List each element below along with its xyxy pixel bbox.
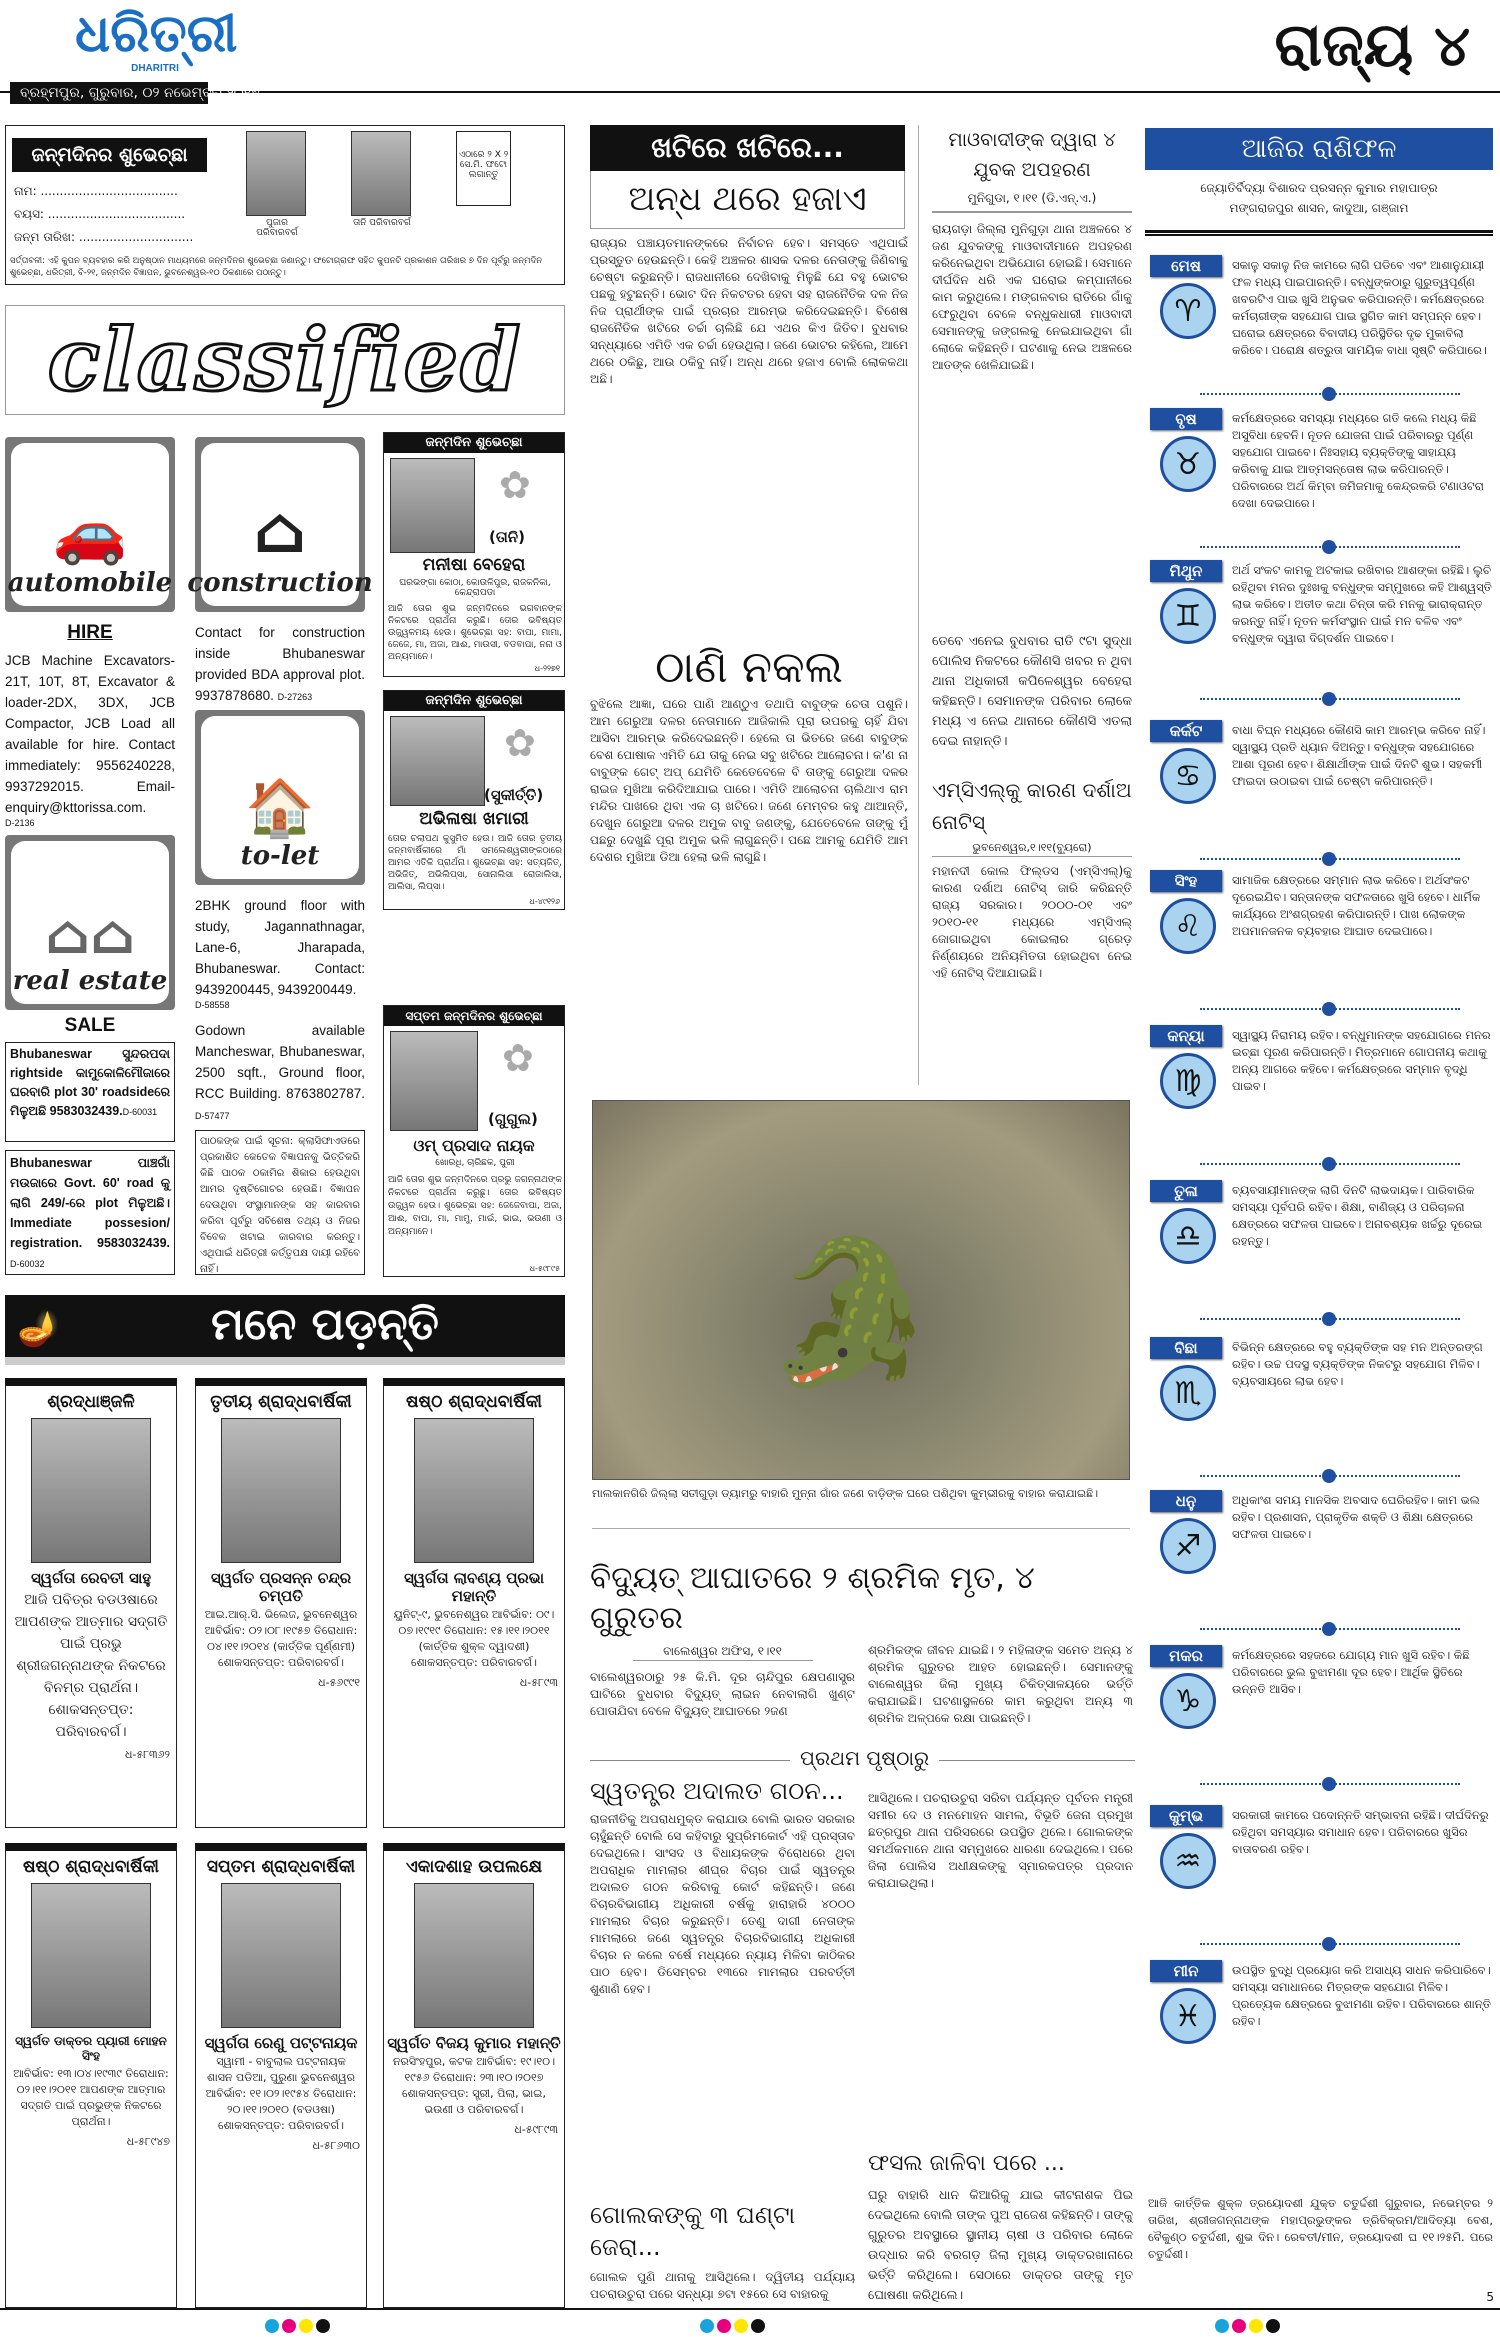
section-title [1275, 10, 1470, 80]
to-let-house-icon: 🏠 [245, 775, 315, 841]
deceased-photo [221, 1418, 341, 1563]
house-construction-icon: ⌂ [253, 493, 307, 568]
sign-separator [1200, 1475, 1460, 1477]
story-1-body: ରାଜ୍ୟର ପଞ୍ଚାୟତମାନଙ୍କରେ ନିର୍ବାଚନ ହେବ। ସମସ୍ତେ ଏଥିପାଇଁ ପ୍ରସ୍ତୁତ ହେଉଛନ୍ତି। କେହି ଅଞ୍ଚଳର ଶାସକ ଦଳର ନେତାଙ୍କୁ ଜିଣିବାକୁ ଚେଷ୍ଟା କରୁଛନ୍ତି। ରାଜଧାନୀରେ ଦେଖିବାକୁ ମିଳୁଛି ଯେ ବହୁ ଭୋଟର ପଛକୁ ହଟୁଛନ୍ତି। ଭୋଟ ଦିନ ନିକଟତର ହେବା ସହ ରାଜନୈତିକ ଦଳ ନିଜ ନିଜ ପ୍ରାର୍ଥୀଙ୍କ ପାଇଁ ପ୍ରଚାର ଆରମ୍ଭ କରିଦେଇଛନ୍ତି। ବିଶେଷ ରାଜନୈତିକ ଖଟିରେ ଚର୍ଚ୍ଚା ଚାଲିଛି ଯେ ଏଥର କିଏ ଜିତିବ। ବୁଧବାର ସନ୍ଧ୍ୟାରେ ଏମିତି ଏକ ଚର୍ଚ୍ଚା ହେଉଥିଲା। ଜଣେ ଭୋଟର କହିଲେ, ଆମେ ଥରେ ଠକିଛୁ, ଆଉ ଠକିବୁ ନାହିଁ। ଅନ୍ଧ ଥରେ ହଜାଏ ବୋଲି ଲୋକକଥା ଅଛି। [590, 236, 908, 386]
birthday-coupon [5, 125, 565, 285]
story-4-dateline: ଭୁବନେଶ୍ୱର,୧।୧୧(ବ୍ୟୁରୋ) [932, 840, 1132, 857]
deceased-name: ସ୍ୱର୍ଗତ ଡାକ୍ତର ପ୍ୟାରୀ ମୋହନ ସିଂହ [15, 2034, 167, 2063]
story-5-columns [590, 1642, 1135, 1740]
obituary-1 [5, 1378, 177, 1828]
sign-label: ସିଂହ [1150, 870, 1222, 892]
zodiac-7-icon: ♏ [1160, 1365, 1216, 1421]
real-estate-label: real estate [12, 966, 168, 996]
nickname: (ସୁକୀର୍ତ୍ତି) [484, 786, 544, 804]
story-3-dateline: ମୁନିଗୁଡା, ୧।୧୧ (ଡି.ଏନ୍.ଏ.) [932, 189, 1132, 213]
photo-placeholder-box: ଏଠାରେ ୨ X ୨ ସେ.ମି. ଫଟୋ ଲଗାନ୍ତୁ [456, 131, 511, 206]
child-name: ମନୀଷା ବେହେରା [422, 555, 526, 575]
birthday-ad-heading: ସପ୍ତମ ଜନ୍ମଦିନର ଶୁଭେଚ୍ଛା [384, 1006, 564, 1026]
sign-separator [1200, 1628, 1460, 1630]
wish-text: ତୋର ଚଲାପଥ କୁସୁମିତ ହେଉ। ଆଜି ତୋର ତୃତୀୟ ଜନ୍ମବାର୍ଷିକୀରେ ମାଁ ସମଲେଶ୍ୱରୀଙ୍କଠାରେ ଆମର ଏତିକି ପ୍ରାର୍ଥନା। ଶୁଭେଚ୍ଛା ସହ: ସତ୍ୟଜିତ୍, ଅଭିଜିତ୍, ଅଭିଲିପ୍ସା, ସୋନାଲିସା ରୋଜାଲିସା, ଆଲିସା, ଲିପ୍ସା। [388, 834, 562, 892]
coupon-age-field[interactable]: ବୟସ: .................................... [14, 207, 186, 221]
sale-ad-1-text: Bhubaneswar ସୁନ୍ଦରପଦା rightside କାମୁକୋଳିମୌଜାରେ ଘରବାରି plot 30' roadsideରେ ମିଳୁଅଛି 9583032439. [10, 1047, 170, 1118]
continuation-3-body: ଘରୁ ବାହାରି ଧାନ କିଆରିକୁ ଯାଇ କୀଟନାଶକ ପିଇ ଦେଇଥିଲେ ବୋଲି ତାଙ୍କ ପୁଅ ରାଜେଶ କହିଛନ୍ତି। ତାଙ୍କୁ ଗୁରୁତର ଅବସ୍ଥାରେ ସ୍ଥାନୀୟ ଚାଷୀ ଓ ପରିବାର ଲୋକେ ଉଦ୍ଧାର କରି ବରଗଡ଼ ଜିଲା ମୁଖ୍ୟ ଡାକ୍ତରଖାନାରେ ଭର୍ତ୍ତି କରିଥିଲେ। ସେଠାରେ ଡାକ୍ତର ତାଙ୍କୁ ମୃତ ଘୋଷଣା କରିଥିଲେ। [868, 2187, 1133, 2302]
sign-label: କର୍କଟ [1150, 720, 1222, 742]
deceased-photo [414, 1883, 534, 2028]
obituary-5 [195, 1843, 367, 2308]
ad-code: ଧ-୫୬୯୯୧ [318, 1676, 360, 1689]
sale-ad-1-code: D-60031 [122, 1107, 158, 1117]
astrologer-address: ମଙ୍ଗରାଜପୁର ଶାସନ, କାଦୁଆ, ଗଞ୍ଜାମ [1229, 201, 1409, 215]
sign-separator [1200, 1318, 1460, 1320]
real-estate-tile [5, 835, 175, 1010]
to-let-label: to-let [240, 841, 320, 871]
zodiac-4-icon: ♌ [1160, 898, 1216, 954]
story-3-headline: ମାଓବାଦୀଙ୍କ ଦ୍ୱାରା ୪ ଯୁବକ ଅପହରଣ [948, 129, 1116, 181]
obituary-text: ଆବିର୍ଭାବ: ୧୩।୦୪।୧୯୩୯ ତିରୋଧାନ: ୦୨।୧୧।୨୦୧୧ ଆପଣଙ୍କ ଆତ୍ମାର ସଦ୍‌ଗତି ପାଇଁ ପ୍ରଭୁଙ୍କ ନିକଟରେ ପ୍ରାର୍ଥନା। [13, 2067, 169, 2128]
divider [1145, 230, 1493, 236]
sign-separator [1200, 1008, 1460, 1010]
sign-forecast: ବ୍ୟବସାୟୀମାନଙ୍କ ଲାଗି ଦିନଟି ଲାଭଦାୟକ। ପାରିବାରିକ ସମସ୍ୟା ପୂର୍ବପରି ରହିବ। ଶିକ୍ଷା, ବାଣିଜ୍ୟ ଓ ପରିଚାଳନା କ୍ଷେତ୍ରରେ ସଫଳତା ପାଇବେ। ଅନାବଶ୍ୟକ ଖର୍ଚ୍ଚରୁ ଦୂରେଇ ରହନ୍ତୁ। [1232, 1183, 1483, 1248]
sign-separator [1200, 393, 1460, 395]
obituary-text: ନରସିଂହପୁର, କଟକ ଆବିର୍ଭାବ: ୧୯।୧୦।୧୯୫୬ ତିରୋଧାନ: ୨୩।୧୦।୨୦୧୭ ଶୋକସନ୍ତପ୍ତ: ସ୍ତ୍ରୀ, ପିଲା, ଭାଇ, ଭଉଣୀ ଓ ପରିବାରବର୍ଗ। [392, 2055, 556, 2116]
zodiac-3-icon: ♋ [1160, 748, 1216, 804]
address: ଖୋରଧି, ଚାରିଛକ, ପୁରୀ [435, 1158, 515, 1168]
child-name: ଅଭିଳାଷା ଖମାରୀ [419, 809, 529, 829]
sign-forecast: ଅଧିକାଂଶ ସମୟ ମାନସିକ ଅବସାଦ ଘେରିରହିବ। କାମ ଭଲ ରହିବ। ପ୍ରଶାସନ, ପ୍ରାକୃତିକ ଶକ୍ତି ଓ ଶିକ୍ଷା କ୍ଷେତ୍ରରେ ସଫଳତା ପାଇବେ। [1232, 1493, 1480, 1541]
coupon-fields [14, 180, 193, 249]
story-4-body: ମହାନଦୀ କୋଲ ଫିଲ୍ଡସ (ଏମ୍‌ସିଏଲ୍)କୁ କାରଣ ଦର୍ଶାଅ ନୋଟିସ୍ ଜାରି କରିଛନ୍ତି ରାଜ୍ୟ ସରକାର। ୨୦୦୦-୦୧ ଏବଂ ୨୦୧୦-୧୧ ମଧ୍ୟରେ ଏମ୍‌ସିଏଲ୍ ଜୋଗାଇଥିବା କୋଇଲାର ଗ୍ରେଡ଼ ନିର୍ଣ୍ଣୟରେ ଅନିୟମିତତା ହୋଇଥିବା ନେଇ ଏହି ନୋଟିସ୍ ଦିଆଯାଇଛି। [932, 864, 1132, 980]
obituary-text: ଆଇ.ଆର୍.ସି. ଭିଲେଜ, ଭୁବନେଶ୍ୱର ଆବିର୍ଭାବ: ୦୨।୦୮।୧୯୫୭ ତିରୋଧାନ: ୦୪।୧୧।୨୦୧୪ (କାର୍ତ୍ତିକ ପୂର୍ଣ୍ଣମୀ) ଶୋକସନ୍ତପ୍ତ: ପରିବାରବର୍ଗ। [204, 1608, 358, 1669]
sample-photo-1 [246, 131, 306, 216]
classified-banner: classified [5, 305, 565, 415]
sign-label: ତୁଳା [1150, 1180, 1222, 1202]
obituary-text: ସ୍ୱାମୀ - ବାବୁଲାଲ ପଟ୍ଟନାୟକ ଶାସନ ପଡିଆ, ପୁରୁଣା ଭୁବନେଶ୍ୱର ଆବିର୍ଭାବ: ୧୧।୦୨।୧୯୫୪ ତିରୋଧାନ: ୨୦।୧୧।୨୦୧୦ (ବଡଓଷା) ଶୋକସନ୍ତପ୍ତ: ପରିବାରବର୍ଗ। [205, 2055, 357, 2132]
child-photo [390, 1031, 478, 1131]
story-1-headline: ଅନ୍ଧ ଥରେ ହଜାଏ [590, 171, 905, 229]
to-let-ad-1-text: 2BHK ground floor with study, Jagannathnagar, Lane-6, Jharapada, Bhubaneswar. Contact: 9439200445, 9439200449. [195, 898, 365, 997]
construction-ad-code: D-27263 [277, 692, 313, 702]
sign-forecast: ସାମାଜିକ କ୍ଷେତ୍ରରେ ସମ୍ମାନ ଲାଭ କରିବେ। ଅର୍ଥସଂକଟ ଦୂରେଇଯିବ। ସନ୍ତାନଙ୍କ ସଫଳତାରେ ଖୁସି ହେବେ। ଧାର୍ମିକ କାର୍ଯ୍ୟରେ ଅଂଶଗ୍ରହଣ କରିପାରନ୍ତି। ପାଖ ଲୋକଙ୍କ ଅପମାନଜନକ ବ୍ୟବହାର ଆଘାତ ଦେଇପାରେ। [1232, 873, 1481, 938]
continuation-left [590, 1775, 855, 2305]
hire-ad-code: D-2136 [5, 818, 35, 828]
to-let-ad-2 [195, 1020, 365, 1127]
sign-separator [1200, 698, 1460, 700]
ad-code: ଧ-୫୮୬୩୦ [312, 2139, 360, 2152]
zodiac-11-icon: ♓ [1160, 1988, 1216, 2044]
horoscope-title: ଆଜିର ରାଶିଫଳ [1145, 128, 1493, 170]
continuation-1b-body: ଆସିଥିଲେ। ପଚରାଉଚୁରା ସରିବା ପର୍ଯ୍ୟନ୍ତ ପୂର୍ବତନ ମନ୍ତ୍ରୀ ସମୀର ଦେ ଓ ମନମୋହନ ସାମଲ, ବିଭୂତି ଜେନା ପ୍ରମୁଖ ଛତ୍ରପୁର ଥାନା ପରିସରରେ ଉପସ୍ଥିତ ଥିଲେ। ଗୋଲକଙ୍କ ସମର୍ଥକମାନେ ଥାନା ସମ୍ମୁଖରେ ଧାରଣା ଦେଇଥିଲେ। ପରେ ଜିଲା ପୋଲିସ ଅଧୀକ୍ଷକଙ୍କୁ ସ୍ମାରକପତ୍ର ପ୍ରଦାନ କରାଯାଇଥିଲା। [868, 1791, 1133, 1890]
zodiac-2-icon: ♊ [1160, 588, 1216, 644]
astrologer-name: ଜ୍ୟୋତିର୍ବିଦ୍ୟା ବିଶାରଦ ପ୍ରସନ୍ନ କୁମାର ମହାପାତ୍ର [1200, 181, 1438, 195]
obituary-text: ୟୁନିଟ୍-୯, ଭୁବନେଶ୍ୱର ଆବିର୍ଭାବ: ୦୯।୦୭।୧୯୧୯ ତିରୋଧାନ: ୧୫।୧୧।୨୦୧୧ (କାର୍ତ୍ତିକ ଶୁକ୍ଳ ଦ୍ୱାଦଶୀ) ଶୋକସନ୍ତପ୍ତ: ପରିବାରବର୍ଗ। [393, 1608, 555, 1669]
continuation-2-body: ଗୋଲକ ପୁଣି ଥାନାକୁ ଆସିଥିଲେ। ଦ୍ୱିତୀୟ ପର୍ଯ୍ୟାୟ ପଚରାଉଚୁରା ପରେ ସନ୍ଧ୍ୟା ୭ଟା ୧୫ରେ ସେ ବାହାରକୁ [590, 2270, 855, 2301]
flower-icon: ✿ [504, 721, 536, 765]
flower-icon: ✿ [502, 1036, 534, 1080]
reader-notice: ପାଠକଙ୍କ ପାଇଁ ସୂଚନା: କ୍ଲାସିଫାଏଡରେ ପ୍ରକାଶିତ କେତେକ ବିଜ୍ଞାପନକୁ ଭିତ୍ତିକରି କିଛି ପାଠକ ଠକାମିର ଶିକାର ହେଉଥିବା ଆମର ଦୃଷ୍ଟିଗୋଚର ହେଉଛି। ବିଜ୍ଞାପନ ଦେଉଥିବା ସଂସ୍ଥାମାନଙ୍କ ସହ କାରବାର କରିବା ପୂର୍ବରୁ ସବିଶେଷ ତଥ୍ୟ ଓ ନିଜର ବିବେକ ଖଟାଇ କାରବାର କରନ୍ତୁ। ଏଥିପାଇଁ ଧରିତ୍ରୀ କର୍ତ୍ତୃପକ୍ଷ ଦାୟୀ ରହିବେ ନାହିଁ। [195, 1130, 365, 1275]
ad-code: ଧ-୫୮୯୪୭ [126, 2135, 170, 2148]
obituary-4 [5, 1843, 177, 2308]
zodiac-9-icon: ♑ [1160, 1673, 1216, 1729]
child-name: ଓମ୍ ପ୍ରସାଦ ନାୟକ [413, 1136, 535, 1155]
birthday-ad-3 [383, 1005, 565, 1277]
sign-separator [1200, 1163, 1460, 1165]
nickname: (ତାନି) [489, 528, 525, 546]
sign-label: ବିଛା [1150, 1337, 1222, 1359]
obituary-3 [383, 1378, 565, 1828]
obituary-2 [195, 1378, 367, 1828]
sale-ad-2-code: D-60032 [10, 1259, 45, 1269]
to-let-tile [195, 710, 365, 885]
divider [592, 1528, 1130, 1529]
story-2-headline: ଠାଣି ନକଲ [655, 642, 843, 693]
continuation-3-headline: ଫସଲ ଜାଳିବା ପରେ ... [868, 2151, 1065, 2176]
crocodile-icon: 🐊 [763, 1231, 938, 1394]
deceased-name: ସ୍ୱର୍ଗତ ପ୍ରସନ୍ନ ଚନ୍ଦ୍ର ଚମ୍ପତି [210, 1569, 352, 1605]
deceased-photo [414, 1418, 534, 1563]
sign-forecast: ସକାଳୁ ସକାଳୁ ନିଜ କାମରେ ଲାଗି ପଡିବେ ଏବଂ ଆଶାନୁଯାୟୀ ଫଳ ମଧ୍ୟ ପାଇପାରନ୍ତି। ବନ୍ଧୁଙ୍କଠାରୁ ଗୁରୁତ୍ୱପୂର୍ଣ୍ଣ ଖବରଟିଏ ପାଇ ଖୁସି ଅନୁଭବ କରିପାରନ୍ତି। କର୍ମକ୍ଷେତ୍ରରେ କର୍ମଚାରୀଙ୍କ ସହଯୋଗ ପାଇ ସ୍ଥଗିତ କାମ ସମ୍ପନ୍ନ ହେବ। ଘରୋଇ କ୍ଷେତ୍ରରେ ବିବାଦୀୟ ପରିସ୍ଥିତିର ଦୃଢ ମୁକାବିଲା କରିବେ। ପରୋକ୍ଷ ଶତ୍ରୁତା ସାମୟିକ ବାଧା ସୃଷ୍ଟି କରିପାରେ। [1232, 258, 1487, 357]
sale-ad-2 [5, 1150, 175, 1275]
story-5-body: ବାଲେଶ୍ୱରଠାରୁ ୨୫ କି.ମି. ଦୂର ଚାନ୍ଦିପୁର କ୍ଷେପଣାସ୍ତ୍ର ଘାଟିରେ ବୁଧବାର ବିଦ୍ୟୁତ୍ ଲାଇନ ନେବାଲାଗି ଖୁଣ୍ଟ ପୋତାଯିବା ବେଳେ ବିଦ୍ୟୁତ୍ ଆଘାତରେ ୨ଜଣ [590, 1670, 855, 1718]
obituary-heading: ଶ୍ରଦ୍ଧାଞ୍ଜଳି [47, 1392, 135, 1412]
story-2-body: ବୁଝିଲେ ଆଜ୍ଞା, ଘରେ ପାଣି ଆଣ୍ଠୁଏ ତଥାପି ବାବୁଙ୍କ ଚେତା ପଶୁନି। ଆମ ଗେରୁଆ ଦଳର ନେତାମାନେ ଆଜିକାଲି ପୂରା ଉପରକୁ ଚାହିଁ ଯିବା ଆସିବା ଆରମ୍ଭ କରିଦେଇଛନ୍ତି। ହେଲେ ତା ଭିତରେ ଜଣେ ବାବୁଙ୍କ ବେଶ ପୋଷାକ ଏମିତି ଯେ ତାକୁ ନେଇ ସବୁ ଖଟିରେ ଆଲୋଚନା। କ'ଣ ନା ବାବୁଙ୍କ ଗେଟ୍ ଅପ୍ ଯେମିତି କେତେବେଳେ ବି ତାଙ୍କୁ ଗେରୁଆ ଦଳର ରାଇଜ ମୁଖିଆ କରିଦିଆଯାଇ ପାରେ। ଏମିତି ଆଲୋଚନା ଚାଲିଥାଏ ରାମ ମନ୍ଦିର ପାଖରେ ଥିବା ଏକ ଚା ଖଟିରେ। ଜଣେ ମେମ୍ବର କହୁ ଥାଆନ୍ତି, ଦେଖୁନ ଗେରୁଆ ଦଳର ଅମୁକ ବାବୁ ଜଣଙ୍କୁ, ଯେତେବେଳେ ତାଙ୍କୁ ମୁଁ ପଛରୁ ଦେଖୁଛି ପୂରା ଅମୁକ ଭଳି ଲାଗୁଛନ୍ତି। ପଛେ ଆମକୁ ଯେମିତି ଆମ ଦେଶର ମୁଖିଆ ଡିଆ ହେଲା ଭଳି ଲାଗୁଛି। [590, 697, 908, 864]
address: ଘରଭଙ୍ଗା କୋଠା, କୋଉଳିପୁର, ରାଜକନିକା, କେନ୍ଦ୍ରାପଡା [399, 578, 551, 598]
deceased-name: ସ୍ୱର୍ଗତା ଲାବଣ୍ୟ ପ୍ରଭା ମହାନ୍ତି [403, 1569, 545, 1605]
obituary-text: ଆଜି ପବିତ୍ର ବଡଓଷାରେ ଆପଣଙ୍କ ଆତ୍ମାର ସଦ୍‌ଗତି ପାଇଁ ପ୍ରଭୁ ଶ୍ରୀଜଗନ୍ନାଥଙ୍କ ନିକଟରେ ବିନମ୍ର ପ୍ରାର୍ଥନା। ଶୋକସନ୍ତପ୍ତ: ପରିବାରବର୍ଗ। [14, 1592, 168, 1740]
sign-forecast: କର୍ମକ୍ଷେତ୍ରରେ ସହଜରେ ଯୋଗ୍ୟ ମାନ ଖୁସି ରହିବ। କିଛି ପରିବାରରେ ଭୁଲ ବୁଝାମଣା ଦୂର ହେବ। ଆର୍ଥିକ ସ୍ଥିତିରେ ଉନ୍ନତି ଆସିବ। [1232, 1648, 1470, 1696]
sample-photo-2 [351, 131, 411, 216]
sign-separator [1200, 546, 1460, 548]
story-5-col-1 [590, 1642, 855, 1740]
coupon-dob-field[interactable]: ଜନ୍ମ ତାରିଖ: .............................. [14, 230, 194, 244]
sign-label: ବୃଷ [1150, 408, 1222, 430]
sign-separator [1200, 1783, 1460, 1785]
construction-tile [187, 437, 373, 612]
newspaper-logo [75, 3, 238, 78]
story-3-body: ରାୟଗଡ଼ା ଜିଲ୍ଲା ମୁନିଗୁଡ଼ା ଥାନା ଅଞ୍ଚଳରେ ୪ ଜଣ ଯୁବକଙ୍କୁ ମାଓବାଦୀମାନେ ଅପହରଣ କରିନେଇଥିବା ଅଭିଯୋଗ ହୋଇଛି। ସେମାନେ ଦୀର୍ଘଦିନ ଧରି ଏକ ଘରୋଇ କମ୍ପାନୀରେ କାମ କରୁଥିଲେ। ମଙ୍ଗଳବାର ରାତିରେ ଗାଁକୁ ଫେରୁଥିବା ବେଳେ ବନ୍ଧୁକଧାରୀ ମାଓବାଦୀ ସେମାନଙ୍କୁ ଜଙ୍ଗଲକୁ ନେଇଯାଇଥିବା ଗାଁ ଲୋକେ କହିଛନ୍ତି। ଘଟଣାକୁ ନେଇ ଅଞ୍ଚଳରେ ଆତଙ୍କ ଖେଳିଯାଇଛି। [932, 222, 1132, 372]
construction-ad [195, 622, 365, 708]
zodiac-1-icon: ♉ [1160, 436, 1216, 492]
story-5-body-continued: ଶ୍ରମିକଙ୍କ ଜୀବନ ଯାଇଛି। ୨ ମହିଳାଙ୍କ ସମେତ ଅନ୍ୟ ୪ ଶ୍ରମିକ ଗୁରୁତର ଆହତ ହୋଇଛନ୍ତି। ସେମାନଙ୍କୁ ବାଲେଶ୍ୱର ଜିଲା ମୁଖ୍ୟ ଚିକିତ୍ସାଳୟରେ ଭର୍ତ୍ତି କରାଯାଇଛି। ଘଟଣାସ୍ଥଳରେ କାମ କରୁଥିବା ଅନ୍ୟ ୩ ଶ୍ରମିକ ଅଳ୍ପକେ ରକ୍ଷା ପାଇଛନ୍ତି। [868, 1643, 1133, 1725]
sign-label: ମୀନ [1150, 1960, 1222, 1982]
to-let-ad-2-code: D-57477 [195, 1111, 230, 1121]
story-5-headline: ବିଦ୍ୟୁତ୍ ଆଘାତରେ ୨ ଶ୍ରମିକ ମୃତ, ୪ ଗୁରୁତର [590, 1560, 1035, 1636]
flower-icon: ✿ [499, 463, 531, 507]
sign-label: ମକର [1150, 1645, 1222, 1667]
to-let-ad-1 [195, 895, 365, 1010]
birthday-ad-2 [383, 690, 565, 910]
car-icon: 🚗 [52, 498, 128, 568]
ad-code: ଧ-୪୯୧୨୬ [529, 897, 560, 906]
child-photo [390, 716, 485, 806]
obituary-heading: ଏକାଦଶାହ ଉପଲକ୍ଷେ [405, 1857, 543, 1877]
deceased-photo [221, 1883, 341, 2028]
almanac-text: ଆଜି କାର୍ତ୍ତିକ ଶୁକ୍ଳ ତ୍ରୟୋଦଶୀ ଯୁକ୍ତ ଚତୁର୍ଦ୍ଦଶୀ ଗୁରୁବାର, ନଭେମ୍ବର ୨ ତାରିଖ, ଶ୍ରୀଜଗନ୍ନାଥଙ୍କ ମହାପ୍ରଭୁଙ୍କର ତ୍ରିବିକ୍ରମ/ଆଦିତ୍ୟା ବେଶ, ବୈକୁଣ୍ଠ ଚତୁର୍ଦ୍ଦଶୀ, ଶୁଭ ଦିନ। ରେବତୀ/ମୀନ, ତ୍ରୟୋଦଶୀ ଘ ୧୧।୨୫ମି. ପରେ ଚତୁର୍ଦ୍ଦଶୀ। [1148, 2196, 1493, 2261]
coupon-title: ଜନ୍ମଦିନର ଶୁଭେଚ୍ଛା [12, 138, 207, 172]
coupon-name-field[interactable]: ନାମ: .................................... [14, 184, 178, 198]
continuation-1-headline: ସ୍ୱତନ୍ତ୍ର ଅଦାଲତ ଗଠନ... [590, 1777, 844, 1805]
column-divider [918, 125, 919, 1085]
obituary-heading: ଷଷ୍ଠ ଶ୍ରାଦ୍ଧବାର୍ଷିକୀ [405, 1392, 542, 1412]
deceased-name: ସ୍ୱର୍ଗତ ବିଜୟ କୁମାର ମହାନ୍ତି [387, 2034, 561, 2052]
logo-text: ଧରିତ୍ରୀ [75, 3, 238, 64]
hire-heading: HIRE [67, 622, 113, 643]
continuation-1-body: ରାଜନୀତିକୁ ଅପରାଧମୁକ୍ତ କରାଯାଉ ବୋଲି ଭାରତ ସରକାର ଚାହୁଁଛନ୍ତି ବୋଲି ସେ କହିବାରୁ ସୁପ୍ରିମକୋର୍ଟ ଏହି ପ୍ରସ୍ତାବ ଦେଇଥିଲେ। ସାଂସଦ ଓ ବିଧାୟକଙ୍କ ବିରୋଧରେ ଥିବା ଅପରାଧିକ ମାମଲାର ଶୀଘ୍ର ବିଚାର ପାଇଁ ସ୍ୱତନ୍ତ୍ର ଅଦାଲତ ଗଠନ କରିବାକୁ କୋର୍ଟ କହିଛନ୍ତି। ଜଣେ ବିଚାରବିଭାଗୀୟ ଅଧିକାରୀ ବର୍ଷକୁ ହାରାହାରି ୪୦୦୦ ମାମଲାର ବିଚାର କରୁଛନ୍ତି। ତେଣୁ ଦାଗୀ ନେତାଙ୍କ ମାମଲାରେ ଜଣେ ସ୍ୱତନ୍ତ୍ର ବିଚାରବିଭାଗୀୟ ଅଧିକାରୀ ବିଚାର ନ କଲେ ବର୍ଷେ ମଧ୍ୟରେ ନ୍ୟାୟ ମିଳିବା କାଠିକର ପାଠ ହେବ। ଡିସେମ୍ବର ୧୩ରେ ମାମଲାର ପରବର୍ତ୍ତୀ ଶୁଣାଣି ହେବ। [590, 1812, 855, 1996]
page-number: ୪ [1434, 14, 1470, 79]
zodiac-5-icon: ♍ [1160, 1053, 1216, 1109]
sign-forecast: ଉପସ୍ଥିତ ବୁଦ୍ଧି ପ୍ରୟୋଗ କରି ଅସାଧ୍ୟ ସାଧନ କରିପାରିବେ। ସମସ୍ୟା ସମାଧାନରେ ମିତ୍ରଙ୍କ ସହଯୋଗ ମିଳିବ। ପ୍ରତ୍ୟେକ କ୍ଷେତ୍ରରେ ବୁଝାମଣା ରହିବ। ପରିବାରରେ ଶାନ୍ତି ରହିବ। [1232, 1963, 1491, 2028]
houses-icon: ⌂⌂ [44, 902, 136, 966]
sign-label: ଧନୁ [1150, 1490, 1222, 1512]
registration-marks [265, 2318, 333, 2337]
continuation-right [868, 1790, 1133, 2305]
registration-marks [700, 2318, 768, 2337]
hire-ad-text: JCB Machine Excavators-21T, 10T, 8T, Excavator & loader-2DX, 3DX, JCB Compactor, JCB Load all available for hire. Contact immediately: 9556240228, 9937292015. Email-enquiry@kttorissa.com. [5, 653, 175, 815]
ad-code: ଧ-୫୮୯୩ [519, 1676, 558, 1689]
sign-label: କୁମ୍ଭ [1150, 1805, 1222, 1827]
obituary-heading: ତୃତୀୟ ଶ୍ରାଦ୍ଧବାର୍ଷିକୀ [210, 1392, 352, 1412]
footer-page-number: 5 [1486, 2290, 1494, 2304]
obituary-banner-title: ମନେ ପଡ଼ନ୍ତି [211, 1299, 439, 1350]
footer-rule [0, 2308, 1500, 2310]
crocodile-photo [592, 1100, 1130, 1480]
story-5 [590, 1558, 1135, 1740]
birthday-ad-heading: ଜନ୍ମଦିନ ଶୁଭେଚ୍ଛା [384, 433, 564, 453]
zodiac-10-icon: ♒ [1160, 1833, 1216, 1889]
hire-ad [5, 650, 175, 828]
birthday-ad-heading: ଜନ୍ମଦିନ ଶୁଭେଚ୍ଛା [384, 691, 564, 711]
birthday-ad-1 [383, 432, 565, 677]
story-3-and-4 [932, 125, 1132, 1087]
zodiac-6-icon: ♎ [1160, 1208, 1216, 1264]
obituary-6 [383, 1843, 565, 2308]
obituary-heading: ସପ୍ତମ ଶ୍ରାଦ୍ଧବାର୍ଷିକୀ [206, 1857, 356, 1877]
sign-forecast: ବିଭିନ୍ନ କ୍ଷେତ୍ରରେ ବହୁ ବ୍ୟକ୍ତିଙ୍କ ସହ ମନ ଅନ୍ତରଙ୍ଗ ରହିବ। ଉଚ୍ଚ ପଦସ୍ଥ ବ୍ୟକ୍ତିଙ୍କ ନିକଟରୁ ସହଯୋଗ ମିଳିବ। ବ୍ୟବସାୟରେ ଲାଭ ହେବ। [1232, 1340, 1483, 1388]
photo2-caption: ତାନି ପରିବାରବର୍ଗ [353, 218, 411, 228]
sale-ad-2-text: Bhubaneswar ପାଞ୍ଚଗାଁ ମଉଜାରେ Govt. 60' road କୁ ଲାଗି 249/-ରେ plot ମିଳୁଅଛି। Immediate possesion/ registration. 9583032439. [10, 1156, 170, 1250]
sign-forecast: ସ୍ୱାସ୍ଥ୍ୟ ନିରାମୟ ରହିବ। ବନ୍ଧୁମାନଙ୍କ ସହଯୋଗରେ ମନର ଇଚ୍ଛା ପୂରଣ କରିପାରନ୍ତି। ମିତ୍ରମାନେ ଗୋପନୀୟ କଥାକୁ ଅନ୍ୟ ଆଗରେ କହିବେ। କର୍ମକ୍ଷେତ୍ରରେ ସମ୍ମାନ ବୃଦ୍ଧି ପାଇବ। [1232, 1028, 1491, 1093]
logo-english: DHARITRI [131, 63, 179, 74]
deceased-name: ସ୍ୱର୍ଗତା ରେଣୁ ପଟ୍ଟନାୟକ [204, 2034, 358, 2052]
section-name: ରାଜ୍ୟ [1274, 10, 1414, 80]
sign-separator [1200, 1943, 1460, 1945]
to-let-ad-1-code: D-58558 [195, 1000, 230, 1010]
sign-forecast: ବାଧା ବିଘ୍ନ ମଧ୍ୟରେ କୌଣସି କାମ ଆରମ୍ଭ କରିବେ ନାହିଁ। ସ୍ୱାସ୍ଥ୍ୟ ପ୍ରତି ଧ୍ୟାନ ଦିଅନ୍ତୁ। ବନ୍ଧୁଙ୍କ ସହଯୋଗରେ ଆଶା ପୂରଣ ହେବ। ଶିକ୍ଷାର୍ଥୀଙ୍କ ପାଇଁ ଦିନଟି ଶୁଭ। ସହକର୍ମୀ ଫାଇଦା ଉଠାଇବା ପାଇଁ ଚେଷ୍ଟା କରିପାରନ୍ତି। [1232, 723, 1486, 788]
ad-code: ଧ-୫୯୮୯୩ [514, 2123, 558, 2136]
automobile-label: automobile [7, 568, 173, 598]
story-2 [590, 640, 908, 1090]
sign-forecast: ସରକାରୀ କାମରେ ପଦୋନ୍ନତି ସମ୍ଭାବନା ରହିଛି। ଦୀର୍ଘଦିନରୁ ରହିଥିବା ସମସ୍ୟାର ସମାଧାନ ହେବ। ପରିବାରରେ ଖୁସିର ବାତାବରଣ ରହିବ। [1232, 1808, 1489, 1856]
sign-forecast: କର୍ମକ୍ଷେତ୍ରରେ ସମସ୍ୟା ମଧ୍ୟରେ ଗତି କଲେ ମଧ୍ୟ କିଛି ଅସୁବିଧା ହେବନି। ନୂତନ ଯୋଜନା ପାଇଁ ପରିବାରରୁ ପୂର୍ଣ୍ଣ ସହଯୋଗ ପାଇବେ। ନିଃସହାୟ ବ୍ୟକ୍ତିଙ୍କୁ ସାହାଯ୍ୟ କରିବାକୁ ଯାଇ ଆତ୍ମସନ୍ତୋଷ ଲାଭ କରିପାରନ୍ତି। ପରିବାରରେ ଅର୍ଥ କିମ୍ବା ଜମିଜମାକୁ କେନ୍ଦ୍ରକରି ଟଣାଓଟରା ଦେଖା ଦେଇପାରେ। [1232, 411, 1484, 510]
dateline: ବ୍ରହ୍ମପୁର, ଗୁରୁବାର, ୦୨ ନଭେମ୍ବର,୨୦୧୭ [10, 82, 208, 104]
deceased-photo [31, 1883, 151, 2028]
obituary-heading: ଷଷ୍ଠ ଶ୍ରାଦ୍ଧବାର୍ଷିକୀ [22, 1857, 159, 1877]
zodiac-8-icon: ♐ [1160, 1518, 1216, 1574]
sign-label: ମିଥୁନ [1150, 560, 1222, 582]
sign-forecast: ଅର୍ଥ ସଂକଟ କାମକୁ ଅଟକାଇ ରଖିବାର ଆଶଙ୍କା ରହିଛି। ଲୁଚି ରହିଥିବା ମନର ଦୁଃଖକୁ ବନ୍ଧୁଙ୍କ ସମ୍ମୁଖରେ କହି ଆଶ୍ୱସ୍ତି ଲାଭ କରିବେ। ଅତୀତ କଥା ଚିନ୍ତା କରି ମନକୁ ଭାରାକ୍ରାନ୍ତ କରନ୍ତୁ ନାହିଁ। ନୂତନ କର୍ମସଂସ୍ଥାନ ପାଇଁ ମନ ବଳିବ ଏବଂ ବନ୍ଧୁଙ୍କ ଦ୍ୱାରା ଦିଗ୍‌ଦର୍ଶନ ପାଇବେ। [1232, 563, 1492, 645]
sign-label: ମେଷ [1150, 255, 1222, 277]
sign-label: କନ୍ୟା [1150, 1025, 1222, 1047]
sale-ad-1 [5, 1042, 175, 1142]
construction-ad-text: Contact for construction inside Bhubaneswar provided BDA approval plot. 9937878680. [195, 625, 365, 703]
story-4-headline: ଏମ୍‌ସିଏଲ୍‌କୁ କାରଣ ଦର୍ଶାଅ ନୋଟିସ୍ [932, 778, 1132, 834]
registration-marks [1215, 2318, 1283, 2337]
construction-label: construction [187, 568, 373, 598]
deceased-photo [31, 1418, 151, 1563]
ad-code: ଧ-୨୨୭୧ [534, 664, 560, 673]
nickname: (ଗୁଗୁଲ) [488, 1110, 538, 1128]
wish-text: ଆଜି ତୋର ଶୁଭ ଜନ୍ମଦିନରେ ପ୍ରଭୁ ଜଗନ୍ନାଥଙ୍କ ନିକଟରେ ପ୍ରାର୍ଥନା କରୁଛୁ। ତୋର ଭବିଷ୍ୟତ ଉଜ୍ଜ୍ୱଳ ହେଉ। ଶୁଭେଚ୍ଛା ସହ: ଜେଜେବାପା, ଅଜା, ଆଈ, ବାପା, ମା, ମାମୁ, ମାଇଁ, ଭାଇ, ଭଉଣୀ ଓ ଅନ୍ୟମାନେ। [388, 1175, 562, 1237]
horoscope-byline [1145, 178, 1493, 218]
coupon-terms: ସର୍ତ୍ତାବଳୀ: ଏହି କୁପନ ବ୍ୟବହାର କରି ଅନୁଷ୍ଠାନ ମାଧ୍ୟମରେ ଜନ୍ମଦିନର ଶୁଭେଚ୍ଛା ଜଣାନ୍ତୁ। ଫଟୋଗ୍ରାଫ ସହିତ କୁପନଟି ପ୍ରକାଶନ ତାରିଖର ୭ ଦିନ ପୂର୍ବରୁ ଜନ୍ମଦିନ ଶୁଭେଚ୍ଛା, ଧରିତ୍ରୀ, ବି-୨୧, ଜନ୍ମଦିନ ବିଜ୍ଞାପନ, ଭୁବନେଶ୍ୱର-୧୦ ଠିକଣାରେ ପଠାନ୍ତୁ। [10, 256, 543, 278]
oil-lamp-icon: 🪔 [17, 1309, 60, 1349]
child-photo [390, 458, 475, 553]
column-label: ଖଟିରେ ଖଟିରେ... [590, 125, 905, 171]
deceased-name: ସ୍ୱର୍ଗତା ରେବତୀ ସାହୁ [30, 1569, 152, 1587]
story-5-dateline: ବାଲେଶ୍ୱର ଅଫିସ, ୧।୧୧ [633, 1642, 813, 1661]
ad-code: ଧ-୫୯୮୯୫ [529, 1264, 560, 1273]
obituary-banner [5, 1295, 565, 1365]
wish-text: ଆଜି ତୋର ଶୁଭ ଜନ୍ମଦିନରେ ଭଗବାନଙ୍କ ନିକଟରେ ପ୍ରାର୍ଥନା କରୁଛି। ତୋର ଭବିଷ୍ୟତ ଉଜ୍ଜ୍ୱଳମୟ ହେଉ। ଶୁଭେଚ୍ଛା ସହ: ବାପା, ମାମା, ଜେଜେ, ମା, ଅଜା, ଆଈ, ମାଉସୀ, ବଡବାପା, ନନା ଓ ଅନ୍ୟମାନେ। [388, 604, 562, 662]
to-let-ad-2-text: Godown available Mancheswar, Bhubaneswar, 2500 sqft., Ground floor, RCC Building. 8763802787. [195, 1023, 365, 1101]
sign-separator [1200, 858, 1460, 860]
story-3-body-continued: ତେବେ ଏନେଇ ବୁଧବାର ରାତି ୯ଟା ସୁଦ୍ଧା ପୋଲିସ ନିକଟରେ କୌଣସି ଖବର ନ ଥିବା ଥାନା ଅଧିକାରୀ କପିଳେଶ୍ୱର ବେହେରା କହିଛନ୍ତି। ସେମାନଙ୍କ ପରିବାର ଲୋକେ ମଧ୍ୟ ଏ ନେଇ ଥାନାରେ କୌଣସି ଏତଲା ଦେଇ ନାହାନ୍ତି। [932, 634, 1132, 749]
photo1-caption: ପୁଜାର ପରିବାରବର୍ଗ [256, 218, 298, 238]
photo-caption: ମାଲକାନଗିରି ଜିଲ୍ଲା ସତୀଗୁଡ଼ା ଡ୍ୟାମରୁ ବାହାରି ମୁନ୍ନା ଗାଁର ଜଣେ ବାଡ଼ିଙ୍କ ଘରେ ପଶିଥିବା କୁମ୍ଭୀରକୁ ବାହାର କରାଯାଇଛି। [592, 1487, 1099, 1500]
sale-heading: SALE [64, 1015, 116, 1036]
automobile-tile [5, 437, 175, 612]
ad-code: ଧ-୫୮୩୬୨ [124, 1748, 170, 1761]
zodiac-0-icon: ♈ [1160, 283, 1216, 339]
front-page-continuation-label: ପ୍ରଥମ ପୃଷ୍ଠାରୁ [790, 1745, 939, 1771]
continuation-2-headline: ଗୋଲକଙ୍କୁ ୩ ଘଣ୍ଟା ଜେରା... [590, 2201, 796, 2261]
